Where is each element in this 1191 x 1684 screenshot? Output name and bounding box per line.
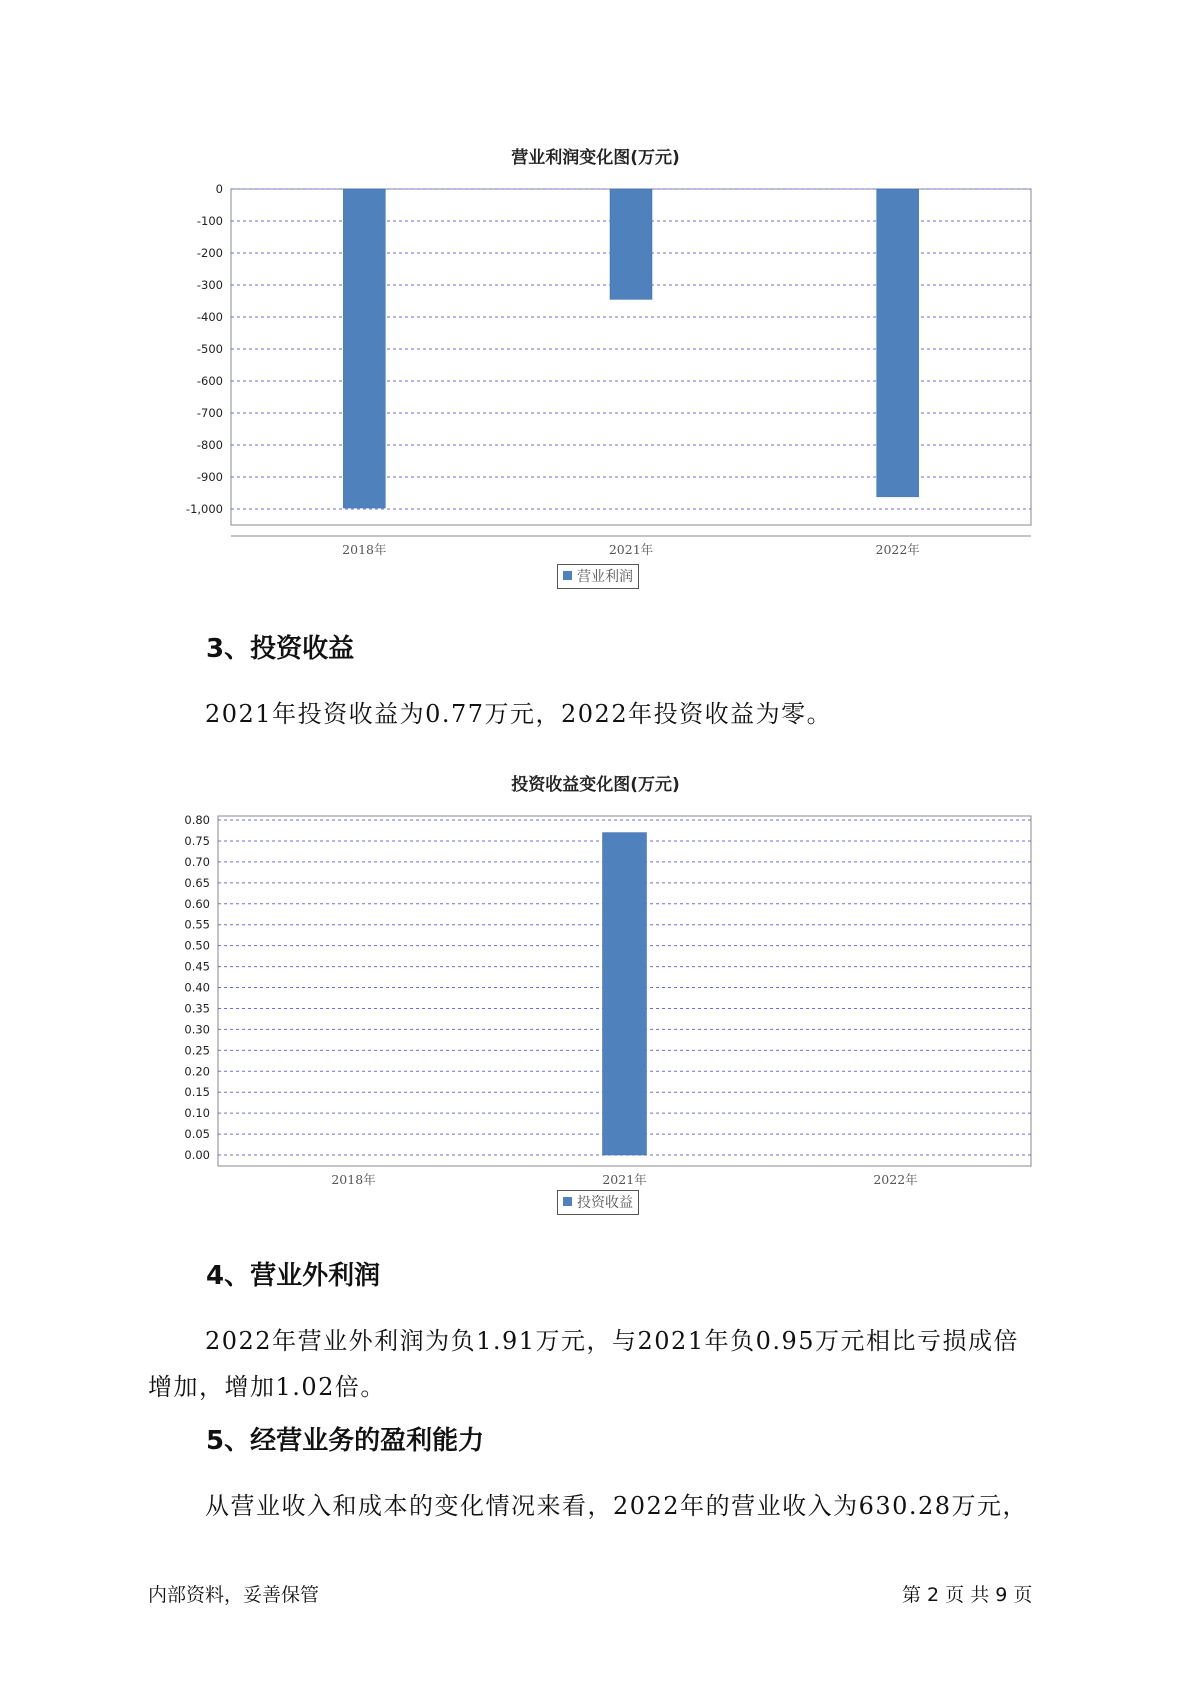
x-tick-label: 2021年 [608, 542, 654, 557]
y-tick-label: 0.80 [184, 813, 210, 827]
paragraph-continued: 增加，增加1.02倍。 [148, 1373, 386, 1401]
y-tick-label: -1,000 [185, 502, 223, 516]
section-heading: 3、投资收益 [206, 634, 355, 664]
chart-legend [557, 1190, 639, 1215]
legend-label: 投资收益 [577, 1195, 633, 1211]
x-tick-label: 2022年 [873, 1172, 918, 1187]
y-tick-label: 0 [215, 182, 223, 196]
y-tick-label: 0.65 [184, 875, 210, 890]
page-number: 第 2 页 共 9 页 [902, 1584, 1033, 1606]
paragraph: 2021年投资收益为0.77万元，2022年投资收益为零。 [205, 700, 833, 728]
y-tick-label: 0.00 [184, 1148, 210, 1162]
y-tick-label: -800 [196, 438, 223, 452]
x-tick-label: 2018年 [331, 1172, 376, 1187]
y-tick-label: -600 [196, 374, 223, 388]
chart-title: 投资收益变化图(万元) [511, 775, 680, 795]
y-tick-label: 0.50 [184, 938, 210, 953]
y-tick-label: -300 [196, 278, 223, 292]
y-tick-label: -200 [196, 246, 223, 260]
y-tick-label: -400 [196, 310, 223, 324]
y-tick-label: 0.30 [184, 1022, 210, 1037]
y-tick-label: -700 [196, 406, 223, 420]
y-tick-label: 0.60 [184, 896, 210, 911]
y-tick-label: -900 [196, 470, 223, 484]
section-heading: 4、营业外利润 [206, 1261, 381, 1291]
y-tick-label: -100 [196, 214, 223, 228]
y-tick-label: 0.55 [184, 917, 210, 932]
bar [603, 833, 647, 1155]
y-tick-label: 0.15 [184, 1085, 210, 1100]
y-tick-label: 0.25 [184, 1043, 210, 1058]
section-heading: 5、经营业务的盈利能力 [206, 1426, 485, 1456]
y-tick-label: 0.45 [184, 959, 210, 974]
legend-swatch [563, 1197, 572, 1206]
y-tick-label: 0.35 [184, 1001, 210, 1016]
x-tick-label: 2018年 [342, 542, 387, 557]
paragraph: 2022年营业外利润为负1.91万元，与2021年负0.95万元相比亏损成倍 [205, 1327, 1020, 1355]
y-tick-label: -500 [196, 342, 223, 356]
y-tick-label: 0.10 [184, 1106, 210, 1121]
y-tick-label: 0.70 [184, 854, 210, 869]
footer-confidential: 内部资料，妥善保管 [148, 1584, 320, 1606]
y-tick-label: 0.40 [184, 980, 210, 995]
x-tick-label: 2022年 [875, 542, 920, 557]
y-tick-label: 0.05 [184, 1127, 210, 1142]
legend-label: 营业利润 [577, 569, 633, 585]
y-tick-label: 0.75 [184, 833, 210, 848]
y-tick-label: 0.20 [184, 1064, 210, 1079]
paragraph: 从营业收入和成本的变化情况来看，2022年的营业收入为630.28万元， [205, 1492, 1029, 1520]
chart-title: 营业利润变化图(万元) [511, 148, 680, 168]
x-tick-label: 2021年 [602, 1172, 647, 1187]
